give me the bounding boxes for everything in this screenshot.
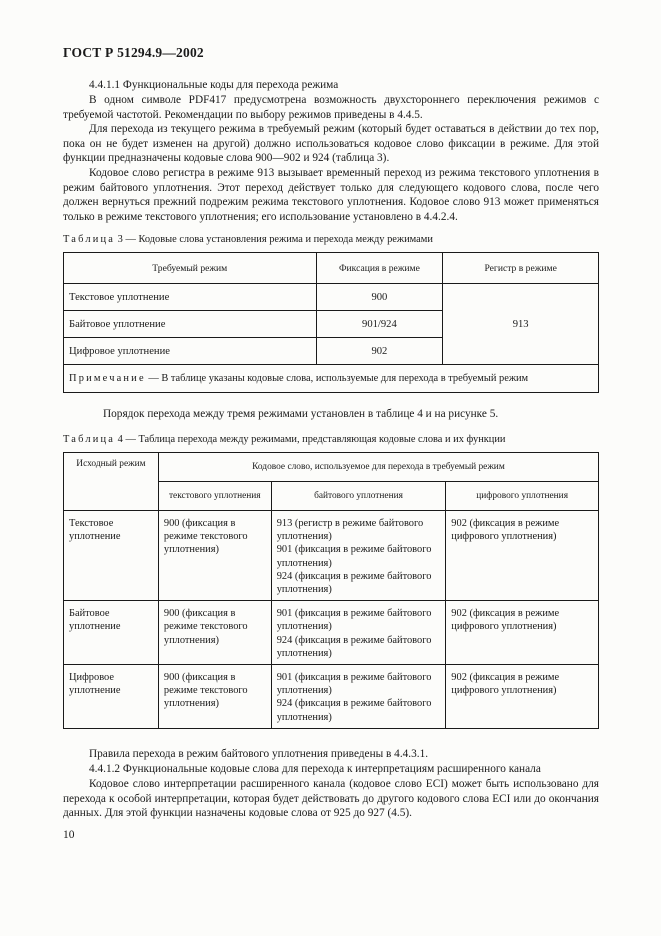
- table4-text-cell: 900 (фиксация в режиме текстового уплотнения): [158, 511, 271, 601]
- table3-header-mode: Требуемый режим: [64, 253, 317, 284]
- table4-subheader-text: текстового уплотнения: [158, 482, 271, 511]
- table4-subheader-numeric: цифрового уплотнения: [446, 482, 599, 511]
- table3-shift-cell: 913: [443, 284, 599, 365]
- table4-caption: [63, 433, 603, 446]
- paragraph-latch-codewords: Для перехода из текущего режима в требуемый режим (который будет оставаться в действии до тех пор, пока он не будет изменен на другой) должно использоваться кодовое слово фиксации в режиме. Для этой функции предназначены кодовые слова 900—902 и 924 (таблица 3).: [63, 123, 599, 165]
- table3-header-shift: Регистр в режиме: [443, 253, 599, 284]
- table-row: [64, 601, 599, 665]
- table3-header-latch: Фиксация в режиме: [316, 253, 443, 284]
- table4-text-cell: 900 (фиксация в режиме текстового уплотнения): [158, 601, 271, 665]
- table3-label: Таблица: [63, 234, 116, 245]
- table3-mode-cell: Цифровое уплотнение: [64, 338, 317, 365]
- table4-numeric-cell: 902 (фиксация в режиме цифрового уплотнения): [446, 601, 599, 665]
- paragraph-mode-switching: В одном символе PDF417 предусмотрена возможность двухстороннего переключения режимов с требуемой частотой. Рекомендации по выбору режимов приведены в 4.4.5.: [63, 94, 599, 121]
- table-3: [63, 252, 599, 393]
- table3-note-text: — В таблице указаны кодовые слова, используемые для перехода в требуемый режим: [148, 373, 529, 384]
- table4-source-cell: Байтовое уплотнение: [64, 601, 159, 665]
- document-header: ГОСТ Р 51294.9—2002: [63, 45, 204, 60]
- table-row: [64, 665, 599, 729]
- table3-caption: [63, 233, 603, 246]
- table3-latch-cell: 900: [316, 284, 443, 311]
- table4-header-source: Исходный режим: [64, 453, 159, 511]
- paragraph-byte-rules: Правила перехода в режим байтового уплотнения приведены в 4.4.3.1.: [89, 748, 429, 760]
- clause-heading-4-4-1-2: 4.4.1.2 Функциональные кодовые слова для перехода к интерпретациям расширенного канала: [89, 763, 541, 775]
- table4-header-group: Кодовое слово, используемое для перехода в требуемый режим: [158, 453, 598, 482]
- page-number: 10: [63, 829, 75, 841]
- table4-byte-cell: 901 (фиксация в режиме байтового уплотнения) 924 (фиксация в режиме байтового уплотнения): [271, 601, 446, 665]
- table3-mode-cell: Текстовое уплотнение: [64, 284, 317, 311]
- table3-latch-cell: 902: [316, 338, 443, 365]
- table-row: [64, 284, 599, 311]
- paragraph-eci: Кодовое слово интерпретации расширенного канала (кодовое слово ECI) может быть использовано для перехода к особой интерпретации, которая будет действовать до другого кодового слова ECI или до окончания данных. Для этой функции назначены кодовые слова от 925 до 927 (4.5).: [63, 778, 599, 820]
- table4-subheader-byte: байтового уплотнения: [271, 482, 446, 511]
- table4-caption-text: 4 — Таблица перехода между режимами, представляющая кодовые слова и их функции: [117, 434, 506, 445]
- clause-heading-4-4-1-1: 4.4.1.1 Функциональные коды для перехода режима: [89, 79, 339, 91]
- table4-label: Таблица: [63, 434, 116, 445]
- table-4: [63, 452, 599, 729]
- paragraph-table4-intro: Порядок перехода между тремя режимами установлен в таблице 4 и на рисунке 5.: [103, 408, 499, 420]
- table4-numeric-cell: 902 (фиксация в режиме цифрового уплотнения): [446, 511, 599, 601]
- table4-source-cell: Текстовое уплотнение: [64, 511, 159, 601]
- table3-note-row: [64, 365, 599, 393]
- table3-header-row: [64, 253, 599, 284]
- table4-text-cell: 900 (фиксация в режиме текстового уплотнения): [158, 665, 271, 729]
- table3-mode-cell: Байтовое уплотнение: [64, 311, 317, 338]
- table3-latch-cell: 901/924: [316, 311, 443, 338]
- table4-source-cell: Цифровое уплотнение: [64, 665, 159, 729]
- table-row: [64, 511, 599, 601]
- paragraph-shift-codeword: Кодовое слово регистра в режиме 913 вызывает временный переход из режима текстового уплотнения в режим байтового уплотнения. Этот переход действует только для следующего кодового слова, после чего должен вернуться прежний подрежим режима текстового уплотнения. Кодовое слово 913 может применяться только в режиме текстового уплотнения; его использование установлено в 4.4.2.4.: [63, 167, 599, 223]
- table3-note-label: Примечание: [69, 373, 146, 384]
- table3-note: [64, 365, 599, 393]
- table4-byte-cell: 913 (регистр в режиме байтового уплотнения) 901 (фиксация в режиме байтового уплотнения) 924 (фиксация в режиме байтового уплотнения): [271, 511, 446, 601]
- table4-byte-cell: 901 (фиксация в режиме байтового уплотнения) 924 (фиксация в режиме байтового уплотнения): [271, 665, 446, 729]
- table4-numeric-cell: 902 (фиксация в режиме цифрового уплотнения): [446, 665, 599, 729]
- table3-caption-text: 3 — Кодовые слова установления режима и перехода между режимами: [117, 234, 433, 245]
- table4-header-row: [64, 453, 599, 482]
